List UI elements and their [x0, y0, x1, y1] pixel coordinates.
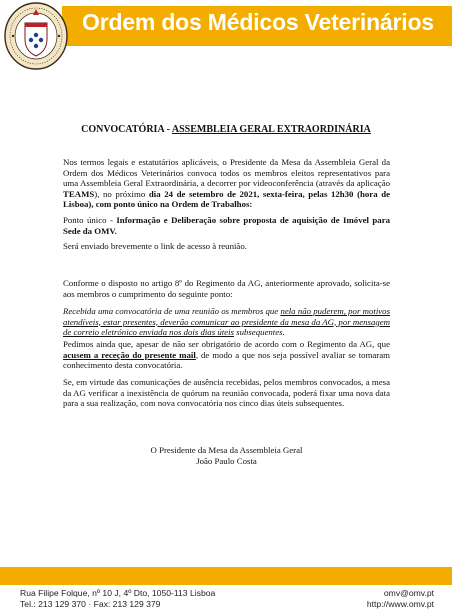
- org-title: Ordem dos Médicos Veterinários: [82, 9, 434, 35]
- letterhead: [0, 0, 452, 72]
- paragraph-acknowledge: Pedimos ainda que, apesar de não ser obrigatório de acordo com o Regimento da AG, que acusem a receção do presente mail, de modo a que nos seja possível avaliar se tomaram conhecimento desta convocatória.: [63, 339, 390, 371]
- paragraph-quorum: Se, em virtude das comunicações de ausência recebidas, pelos membros convocados, a mesa da AG verificar a inexistência de quórum na reunião convocada, poderá fixar uma nova data para a sua realização, com nova convocatória nos cinco dias úteis subsequentes.: [63, 377, 390, 409]
- title-underlined: ASSEMBLEIA GERAL EXTRAORDINÁRIA: [171, 124, 371, 135]
- footer-phones: Tel.: 213 129 370 · Fax: 213 129 379: [20, 599, 161, 609]
- signature-block: [63, 445, 390, 466]
- document-title: [0, 124, 452, 135]
- signature-name: João Paulo Costa: [196, 455, 257, 466]
- paragraph-link-note: Será enviado brevemente o link de acesso à reunião.: [63, 241, 247, 251]
- paragraph-regiment: Conforme o disposto no artigo 8º do Regimento da AG, anteriormente aprovado, solicita-se aos membros o cumprimento do seguinte ponto:: [63, 278, 390, 299]
- title-prefix: CONVOCATÓRIA -: [81, 124, 172, 135]
- footer-website[interactable]: http://www.omv.pt: [366, 599, 434, 609]
- omv-seal-icon: [3, 1, 69, 71]
- paragraph-quote: Recebida uma convocatória de uma reunião os membros que nela não puderem, por motivos atendíveis, estar presentes, deverão comunicar ao presidente da mesa da AG, por mensagem de correio eletrónico enviada nos dois dias úteis subsequentes.: [63, 306, 390, 338]
- footer-email[interactable]: omv@omv.pt: [383, 588, 434, 598]
- signature-role: O Presidente da Mesa da Assembleia Geral: [150, 445, 303, 455]
- footer-band: [0, 567, 452, 585]
- paragraph-intro: Nos termos legais e estatutários aplicáveis, o Presidente da Mesa da Assembleia Geral da Ordem dos Médicos Veterinários convoca todos os membros eleitos representativos para uma Assembleia Geral Extraordinária, a decorrer por videoconferência (através da aplicação TEAMS), no próximo dia 24 de setembro de 2021, sexta-feira, pelas 12h30 (hora de Lisboa), com ponto único na Ordem de Trabalhos:: [63, 157, 390, 210]
- footer-address: Rua Filipe Folque, nº 10 J, 4º Dto, 1050-113 Lisboa: [20, 588, 216, 598]
- paragraph-agenda: Ponto único - Informação e Deliberação sobre proposta de aquisição de Imóvel para Sede da OMV.: [63, 215, 391, 236]
